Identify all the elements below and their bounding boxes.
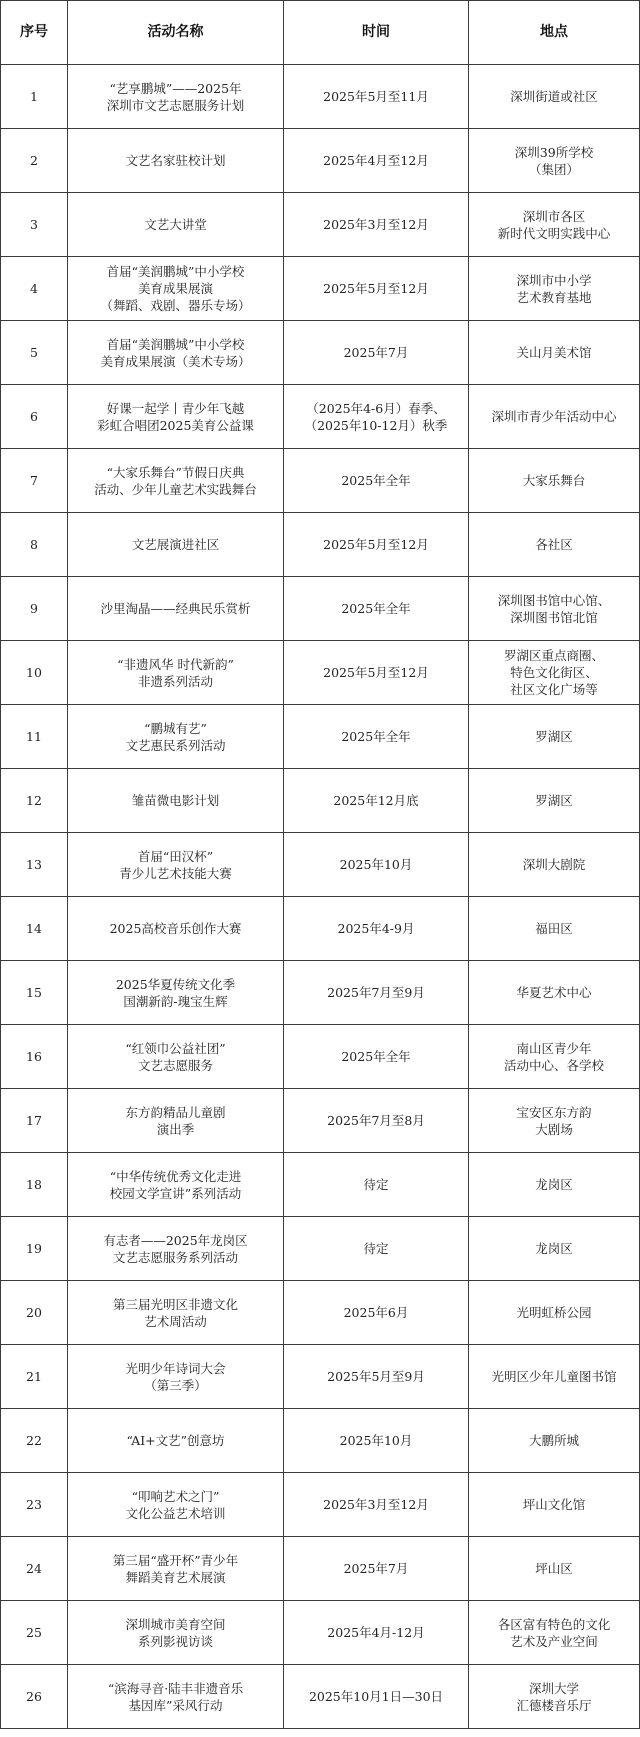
cell-location: 深圳市中小学 艺术教育基地	[469, 257, 640, 321]
cell-time: 2025年7月	[284, 1537, 469, 1601]
table-row	[1, 769, 640, 833]
table-row	[1, 385, 640, 449]
cell-time: 2025年全年	[284, 449, 469, 513]
cell-location: 大鹏所城	[469, 1409, 640, 1473]
cell-time: 2025年全年	[284, 705, 469, 769]
cell-location: 罗湖区重点商圈、 特色文化街区、 社区文化广场等	[469, 641, 640, 705]
cell-activity-name: “叩响艺术之门” 文化公益艺术培训	[68, 1473, 284, 1537]
cell-location: 坪山区	[469, 1537, 640, 1601]
cell-time: 2025年6月	[284, 1281, 469, 1345]
table-row	[1, 1153, 640, 1217]
cell-index: 26	[1, 1665, 68, 1729]
cell-time: 2025年5月至9月	[284, 1345, 469, 1409]
table-row	[1, 1345, 640, 1409]
cell-activity-name: 首届“美润鹏城”中小学校 美育成果展演 （舞蹈、戏剧、器乐专场）	[68, 257, 284, 321]
cell-index: 12	[1, 769, 68, 833]
cell-index: 14	[1, 897, 68, 961]
cell-location: 大家乐舞台	[469, 449, 640, 513]
table-row	[1, 129, 640, 193]
cell-location: 深圳39所学校 （集团）	[469, 129, 640, 193]
table-row	[1, 1601, 640, 1665]
cell-index: 3	[1, 193, 68, 257]
cell-location: 华夏艺术中心	[469, 961, 640, 1025]
table-row	[1, 65, 640, 129]
cell-index: 19	[1, 1217, 68, 1281]
cell-index: 10	[1, 641, 68, 705]
cell-time: 待定	[284, 1217, 469, 1281]
cell-activity-name: “滨海寻音·陆丰非遗音乐 基因库”采风行动	[68, 1665, 284, 1729]
cell-time: 2025年4-9月	[284, 897, 469, 961]
cell-location: 深圳市各区 新时代文明实践中心	[469, 193, 640, 257]
cell-location: 深圳街道或社区	[469, 65, 640, 129]
cell-activity-name: “中华传统优秀文化走进 校园文学宣讲”系列活动	[68, 1153, 284, 1217]
cell-index: 4	[1, 257, 68, 321]
cell-index: 1	[1, 65, 68, 129]
cell-index: 16	[1, 1025, 68, 1089]
cell-location: 福田区	[469, 897, 640, 961]
table-row	[1, 1089, 640, 1153]
cell-index: 20	[1, 1281, 68, 1345]
cell-time: 2025年全年	[284, 1025, 469, 1089]
table-row	[1, 577, 640, 641]
header-time: 时间	[284, 1, 469, 65]
table-row	[1, 833, 640, 897]
cell-time: 2025年5月至11月	[284, 65, 469, 129]
table-row	[1, 193, 640, 257]
cell-activity-name: “艺享鹏城”——2025年 深圳市文艺志愿服务计划	[68, 65, 284, 129]
cell-activity-name: “大家乐舞台”节假日庆典 活动、少年儿童艺术实践舞台	[68, 449, 284, 513]
cell-index: 5	[1, 321, 68, 385]
table-row	[1, 1025, 640, 1089]
cell-time: 2025年全年	[284, 577, 469, 641]
cell-index: 7	[1, 449, 68, 513]
cell-activity-name: 光明少年诗词大会 （第三季）	[68, 1345, 284, 1409]
cell-activity-name: “鹏城有艺” 文艺惠民系列活动	[68, 705, 284, 769]
table-header-row	[1, 1, 640, 65]
cell-activity-name: 深圳城市美育空间 系列影视访谈	[68, 1601, 284, 1665]
cell-activity-name: 2025高校音乐创作大赛	[68, 897, 284, 961]
cell-time: 待定	[284, 1153, 469, 1217]
table-row	[1, 641, 640, 705]
cell-activity-name: 东方韵精品儿童剧 演出季	[68, 1089, 284, 1153]
cell-time: 2025年3月至12月	[284, 1473, 469, 1537]
cell-time: （2025年4-6月）春季、 （2025年10-12月）秋季	[284, 385, 469, 449]
cell-time: 2025年4月至12月	[284, 129, 469, 193]
cell-location: 各区富有特色的文化 艺术及产业空间	[469, 1601, 640, 1665]
table-row	[1, 705, 640, 769]
cell-activity-name: “红领巾公益社团” 文艺志愿服务	[68, 1025, 284, 1089]
cell-time: 2025年4月-12月	[284, 1601, 469, 1665]
cell-location: 关山月美术馆	[469, 321, 640, 385]
cell-index: 8	[1, 513, 68, 577]
cell-time: 2025年7月	[284, 321, 469, 385]
cell-time: 2025年7月至9月	[284, 961, 469, 1025]
cell-activity-name: 好课一起学丨青少年飞越 彩虹合唱团2025美育公益课	[68, 385, 284, 449]
cell-index: 22	[1, 1409, 68, 1473]
table-row	[1, 257, 640, 321]
cell-activity-name: 有志者——2025年龙岗区 文艺志愿服务系列活动	[68, 1217, 284, 1281]
cell-activity-name: 首届“美润鹏城”中小学校 美育成果展演（美术专场）	[68, 321, 284, 385]
cell-location: 深圳大学 汇德楼音乐厅	[469, 1665, 640, 1729]
cell-location: 罗湖区	[469, 769, 640, 833]
header-location: 地点	[469, 1, 640, 65]
table-row	[1, 1665, 640, 1729]
cell-time: 2025年10月1日—30日	[284, 1665, 469, 1729]
cell-activity-name: 文艺大讲堂	[68, 193, 284, 257]
header-activity-name: 活动名称	[68, 1, 284, 65]
cell-activity-name: 2025华夏传统文化季 国潮新韵-瑰宝生辉	[68, 961, 284, 1025]
table-row	[1, 1281, 640, 1345]
cell-index: 2	[1, 129, 68, 193]
cell-time: 2025年7月至8月	[284, 1089, 469, 1153]
table-row	[1, 321, 640, 385]
cell-time: 2025年12月底	[284, 769, 469, 833]
cell-location: 龙岗区	[469, 1153, 640, 1217]
cell-time: 2025年5月至12月	[284, 641, 469, 705]
table-body	[1, 65, 640, 1729]
header-index: 序号	[1, 1, 68, 65]
cell-location: 南山区青少年 活动中心、各学校	[469, 1025, 640, 1089]
cell-index: 9	[1, 577, 68, 641]
cell-activity-name: 首届“田汉杯” 青少儿艺术技能大赛	[68, 833, 284, 897]
cell-time: 2025年10月	[284, 833, 469, 897]
table-row	[1, 1217, 640, 1281]
cell-activity-name: 第三届光明区非遗文化 艺术周活动	[68, 1281, 284, 1345]
cell-location: 龙岗区	[469, 1217, 640, 1281]
table-row	[1, 1537, 640, 1601]
cell-time: 2025年5月至12月	[284, 513, 469, 577]
cell-location: 深圳市青少年活动中心	[469, 385, 640, 449]
cell-index: 6	[1, 385, 68, 449]
cell-index: 11	[1, 705, 68, 769]
cell-time: 2025年10月	[284, 1409, 469, 1473]
cell-location: 各社区	[469, 513, 640, 577]
cell-index: 13	[1, 833, 68, 897]
table-row	[1, 513, 640, 577]
cell-activity-name: “AI+文艺”创意坊	[68, 1409, 284, 1473]
cell-activity-name: “非遗风华 时代新韵” 非遗系列活动	[68, 641, 284, 705]
cell-activity-name: 第三届“盛开杯”青少年 舞蹈美育艺术展演	[68, 1537, 284, 1601]
cell-activity-name: 沙里淘晶——经典民乐赏析	[68, 577, 284, 641]
cell-index: 23	[1, 1473, 68, 1537]
cell-location: 罗湖区	[469, 705, 640, 769]
cell-index: 17	[1, 1089, 68, 1153]
cell-location: 坪山文化馆	[469, 1473, 640, 1537]
table-row	[1, 449, 640, 513]
cell-index: 24	[1, 1537, 68, 1601]
table-row	[1, 961, 640, 1025]
table-row	[1, 897, 640, 961]
cell-index: 21	[1, 1345, 68, 1409]
cell-location: 光明区少年儿童图书馆	[469, 1345, 640, 1409]
cell-activity-name: 文艺展演进社区	[68, 513, 284, 577]
cell-index: 18	[1, 1153, 68, 1217]
table-row	[1, 1409, 640, 1473]
cell-time: 2025年3月至12月	[284, 193, 469, 257]
cell-location: 宝安区东方韵 大剧场	[469, 1089, 640, 1153]
cell-location: 光明虹桥公园	[469, 1281, 640, 1345]
cell-activity-name: 雏苗微电影计划	[68, 769, 284, 833]
table-row	[1, 1473, 640, 1537]
cell-location: 深圳图书馆中心馆、 深圳图书馆北馆	[469, 577, 640, 641]
cell-index: 15	[1, 961, 68, 1025]
cell-location: 深圳大剧院	[469, 833, 640, 897]
cell-index: 25	[1, 1601, 68, 1665]
cell-activity-name: 文艺名家驻校计划	[68, 129, 284, 193]
cell-time: 2025年5月至12月	[284, 257, 469, 321]
